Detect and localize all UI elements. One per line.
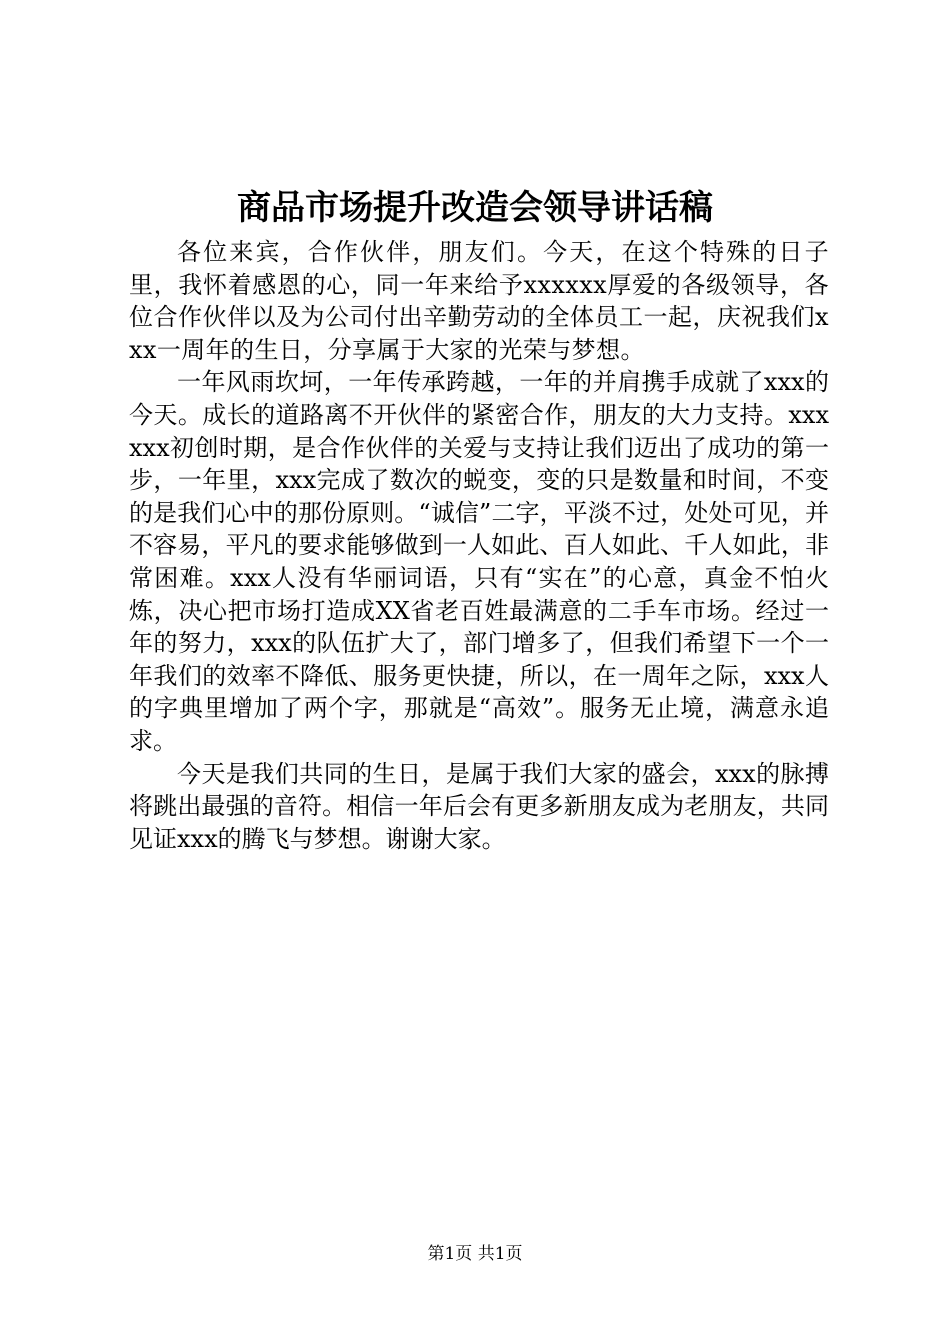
document-body [129, 236, 829, 855]
page-number-footer: 第1页 共1页 [427, 1244, 523, 1264]
document-title: 商品市场提升改造会领导讲话稿 [237, 188, 713, 228]
paragraph-history: 一年风雨坎坷，一年传承跨越，一年的并肩携手成就了xxx的今天。成长的道路离不开伙伴的紧密合作，朋友的大力支持。xxxxxx初创时期，是合作伙伴的关爱与支持让我们迈出了成功的第一步，一年里，xxx完成了数次的蜕变，变的只是数量和时间，不变的是我们心中的那份原则。“诚信”二字，平淡不过，处处可见，并不容易，平凡的要求能够做到一人如此、百人如此、千人如此，非常困难。xxx人没有华丽词语，只有“实在”的心意，真金不怕火炼，决心把市场打造成XX省老百姓最满意的二手车市场。经过一年的努力，xxx的队伍扩大了，部门增多了，但我们希望下一个一年我们的效率不降低、服务更快捷，所以，在一周年之际，xxx人的字典里增加了两个字，那就是“高效”。服务无止境，满意永追求。 [129, 368, 829, 755]
paragraph-opening: 各位来宾，合作伙伴，朋友们。今天，在这个特殊的日子里，我怀着感恩的心，同一年来给予xxxxxx厚爱的各级领导，各位合作伙伴以及为公司付出辛勤劳动的全体员工一起，庆祝我们xxx一周年的生日，分享属于大家的光荣与梦想。 [129, 238, 829, 364]
paragraph-closing: 今天是我们共同的生日，是属于我们大家的盛会，xxx的脉搏将跳出最强的音符。相信一年后会有更多新朋友成为老朋友，共同见证xxx的腾飞与梦想。谢谢大家。 [129, 759, 829, 853]
